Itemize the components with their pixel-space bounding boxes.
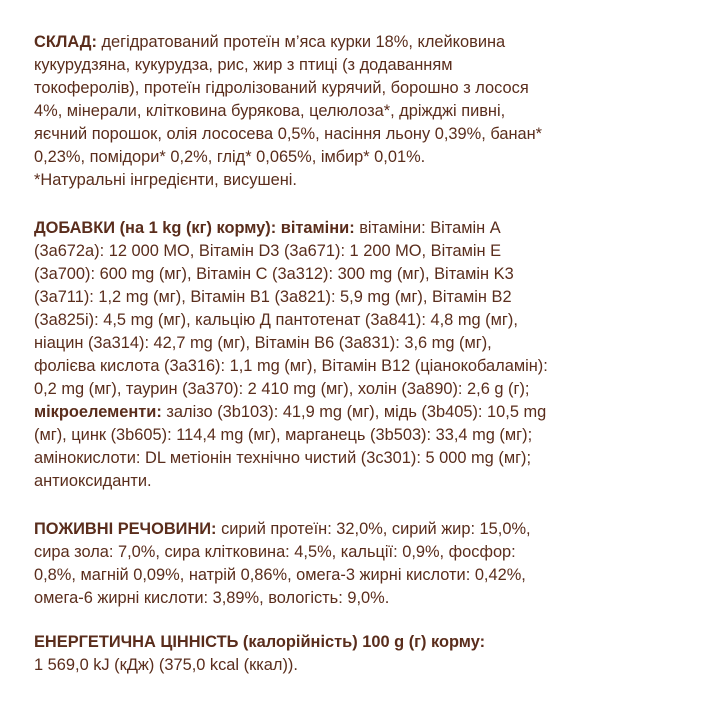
additives-line: амінокислоти: DL метіонін технічно чистий (3c301): 5 000 mg (мг); bbox=[34, 449, 532, 467]
additives-heading: ДОБАВКИ (на 1 kg (кг) корму): вітаміни: bbox=[34, 219, 355, 237]
additives-text: вітаміни: Вітамін A bbox=[354, 219, 501, 237]
trace-elements-text: залізо (3b103): 41,9 mg (мг), мідь (3b405): 10,5 mg bbox=[161, 403, 547, 421]
nutrients-line: омега-6 жирні кислоти: 3,89%, вологість: 9,0%. bbox=[34, 589, 390, 607]
additives-line: ніацин (3a314): 42,7 mg (мг), Вітамін B6 (3a831): 3,6 mg (мг), bbox=[34, 334, 492, 352]
ingredients-label bbox=[34, 31, 694, 677]
additives-line: (3a711): 1,2 mg (мг), Вітамін B1 (3a821): 5,9 mg (мг), Вітамін B2 bbox=[34, 288, 512, 306]
additives-line: фолієва кислота (3a316): 1,1 mg (мг), Вітамін B12 (ціанокобаламін): bbox=[34, 357, 548, 375]
composition-line: яєчний порошок, олія лососева 0,5%, насіння льону 0,39%, банан* bbox=[34, 125, 543, 143]
additives-line: 0,2 mg (мг), таурин (3a370): 2 410 mg (мг), холін (3a890): 2,6 g (г); bbox=[34, 380, 530, 398]
composition-line: кукурудзяна, кукурудза, рис, жир з птиці (з додаванням bbox=[34, 56, 453, 74]
additives-line: (3a825i): 4,5 mg (мг), кальцію Д пантотенат (3a841): 4,8 mg (мг), bbox=[34, 311, 518, 329]
nutrients-text: сирий протеїн: 32,0%, сирий жир: 15,0%, bbox=[216, 520, 531, 538]
nutrients-line-1 bbox=[34, 518, 694, 541]
composition-heading: СКЛАД: bbox=[34, 33, 97, 51]
composition-section bbox=[34, 31, 694, 192]
additives-line: (3a672a): 12 000 МО, Вітамін D3 (3a671): 1 200 МО, Вітамін E bbox=[34, 242, 502, 260]
energy-section bbox=[34, 631, 694, 677]
composition-line-1 bbox=[34, 31, 694, 54]
energy-heading: ЕНЕРГЕТИЧНА ЦІННІСТЬ (калорійність) 100 g (г) корму: bbox=[34, 633, 486, 651]
additives-line: (3a700): 600 mg (мг), Вітамін C (3a312): 300 mg (мг), Вітамін K3 bbox=[34, 265, 514, 283]
nutrients-line: 0,8%, магній 0,09%, натрій 0,86%, омега-3 жирні кислоти: 0,42%, bbox=[34, 566, 526, 584]
nutrients-heading: ПОЖИВНІ РЕЧОВИНИ: bbox=[34, 520, 217, 538]
composition-footnote: *Натуральні інгредієнти, висушені. bbox=[34, 171, 297, 189]
composition-text: дегідратований протеїн м’яса курки 18%, клейковина bbox=[96, 33, 506, 51]
additives-line: (мг), цинк (3b605): 114,4 mg (мг), марганець (3b503): 33,4 mg (мг); bbox=[34, 426, 533, 444]
energy-value: 1 569,0 kJ (кДж) (375,0 kcal (ккал)). bbox=[34, 656, 298, 674]
trace-elements-heading: мікроелементи: bbox=[34, 403, 162, 421]
additives-line-1 bbox=[34, 217, 694, 240]
nutrients-line: сира зола: 7,0%, сира клітковина: 4,5%, кальції: 0,9%, фосфор: bbox=[34, 543, 516, 561]
trace-elements-line bbox=[34, 401, 694, 424]
composition-line: 4%, мінерали, клітковина бурякова, целюлоза*, дріжджі пивні, bbox=[34, 102, 506, 120]
composition-line: токоферолів), протеїн гідролізований курячий, борошно з лосося bbox=[34, 79, 529, 97]
composition-line: 0,23%, помідори* 0,2%, глід* 0,065%, імбир* 0,01%. bbox=[34, 148, 426, 166]
additives-line: антиоксиданти. bbox=[34, 472, 152, 490]
additives-section bbox=[34, 217, 694, 493]
nutrients-section bbox=[34, 518, 694, 610]
